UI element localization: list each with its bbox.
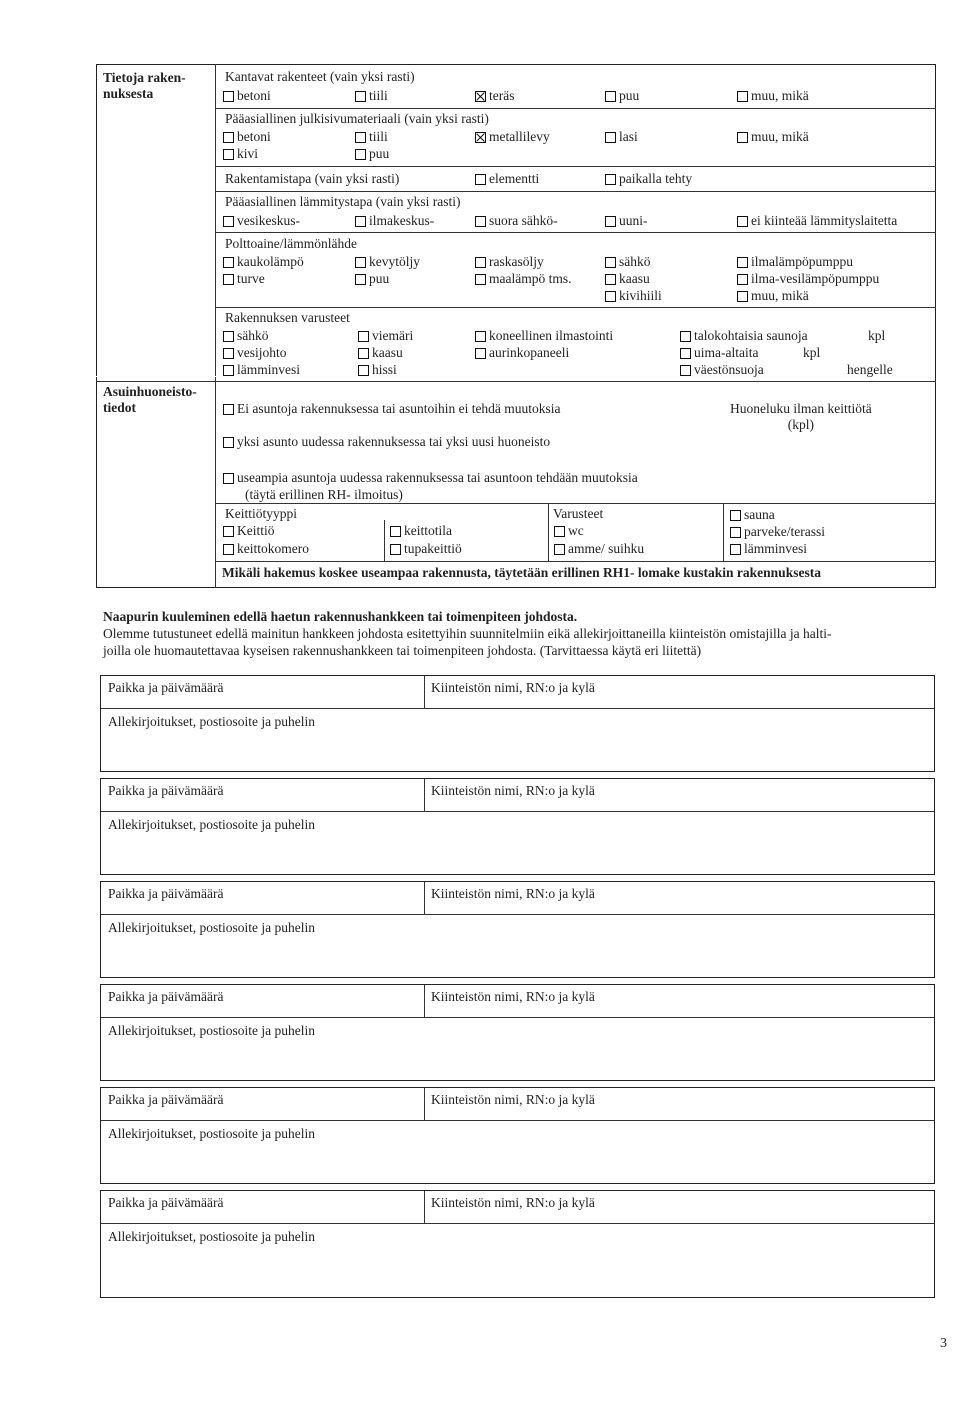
checkbox-icon[interactable] (475, 174, 486, 185)
apt-equip-parveke[interactable]: parveke/terassi (730, 524, 825, 540)
checkbox-icon[interactable] (223, 544, 234, 555)
checkbox-icon[interactable] (737, 91, 748, 102)
checkbox-icon[interactable] (730, 544, 741, 555)
kitchen-opt-keittio[interactable]: Keittiö (223, 523, 275, 539)
checkbox-icon[interactable] (223, 216, 234, 227)
checkbox-icon[interactable] (605, 274, 616, 285)
property-label[interactable]: Kiinteistön nimi, RN:o ja kylä (431, 783, 595, 798)
equip-opt-ilmastointi[interactable]: koneellinen ilmastointi (475, 328, 613, 344)
heating-opt-ilmakeskus[interactable]: ilmakeskus- (355, 213, 434, 229)
divider (216, 561, 936, 562)
property-label[interactable]: Kiinteistön nimi, RN:o ja kylä (431, 886, 595, 901)
checkbox-icon[interactable] (355, 91, 366, 102)
equip-opt-aurinko[interactable]: aurinkopaneeli (475, 345, 569, 361)
checkbox-icon[interactable] (223, 404, 234, 415)
fuel-opt-raskasoljy[interactable]: raskasöljy (475, 254, 544, 270)
property-label[interactable]: Kiinteistön nimi, RN:o ja kylä (431, 989, 595, 1004)
checkbox-icon[interactable] (554, 544, 565, 555)
apt-opt-many-note: (täytä erillinen RH- ilmoitus) (245, 487, 403, 502)
fuel-opt-ilmavesi[interactable]: ilma-vesilämpöpumppu (737, 271, 879, 287)
method-opt-elementti[interactable]: elementti (475, 171, 539, 187)
checkbox-icon[interactable] (223, 132, 234, 143)
checkbox-icon[interactable] (554, 526, 565, 537)
divider (216, 108, 936, 109)
property-label[interactable]: Kiinteistön nimi, RN:o ja kylä (431, 680, 595, 695)
apt-opt-none[interactable]: Ei asuntoja rakennuksessa tai asuntoihin ei tehdä muutoksia (223, 401, 561, 417)
signature-block-5 (100, 1087, 935, 1184)
checked-checkbox-icon[interactable] (475, 132, 486, 143)
checkbox-icon[interactable] (737, 132, 748, 143)
fuel-opt-kaasu[interactable]: kaasu (605, 271, 650, 287)
property-label[interactable]: Kiinteistön nimi, RN:o ja kylä (431, 1092, 595, 1107)
checkbox-icon[interactable] (223, 365, 234, 376)
signatures-label[interactable]: Allekirjoitukset, postiosoite ja puhelin (108, 817, 315, 832)
neighbors-text-1: Olemme tutustuneet edellä mainitun hankkeen johdosta esitettyihin suunnitelmiin eikä allekirjoittaneilla kiinteistön omistajilla ja halti- (103, 626, 832, 641)
checkbox-icon[interactable] (475, 216, 486, 227)
facade-opt-muu[interactable]: muu, mikä (737, 129, 809, 145)
checkbox-icon[interactable] (358, 365, 369, 376)
frame-opt-puu[interactable]: puu (605, 88, 639, 104)
equipment-title: Rakennuksen varusteet (225, 310, 350, 325)
facade-opt-betoni[interactable]: betoni (223, 129, 271, 145)
divider (548, 503, 549, 562)
checkbox-icon[interactable] (730, 527, 741, 538)
facade-opt-tiili[interactable]: tiili (355, 129, 388, 145)
signatures-label[interactable]: Allekirjoitukset, postiosoite ja puhelin (108, 1229, 315, 1244)
checkbox-icon[interactable] (355, 149, 366, 160)
facade-title: Pääasiallinen julkisivumateriaali (vain yksi rasti) (225, 111, 489, 126)
apt-equip-wc[interactable]: wc (554, 523, 584, 539)
heating-opt-uuni[interactable]: uuni- (605, 213, 648, 229)
frame-opt-teras[interactable]: teräs (475, 88, 514, 104)
frame-opt-betoni[interactable]: betoni (223, 88, 271, 104)
checkbox-icon[interactable] (605, 216, 616, 227)
fuel-opt-kivihiili[interactable]: kivihiili (605, 288, 662, 304)
divider (424, 779, 425, 811)
place-date-label[interactable]: Paikka ja päivämäärä (108, 886, 224, 901)
divider (424, 985, 425, 1017)
heating-title: Pääasiallinen lämmitystapa (vain yksi rasti) (225, 194, 461, 209)
divider (216, 232, 936, 233)
frame-title: Kantavat rakenteet (vain yksi rasti) (225, 69, 415, 84)
divider (424, 1088, 425, 1120)
page-number: 3 (940, 1336, 947, 1351)
divider (384, 520, 385, 562)
kitchen-opt-tupakeittio[interactable]: tupakeittiö (390, 541, 462, 557)
place-date-label[interactable]: Paikka ja päivämäärä (108, 783, 224, 798)
equip-opt-lamminvesi[interactable]: lämminvesi (223, 362, 300, 378)
signatures-label[interactable]: Allekirjoitukset, postiosoite ja puhelin (108, 920, 315, 935)
signature-block-4 (100, 984, 935, 1081)
method-opt-paikalla[interactable]: paikalla tehty (605, 171, 692, 187)
kitchen-opt-keittokomero[interactable]: keittokomero (223, 541, 309, 557)
divider (101, 811, 934, 812)
signature-block-3 (100, 881, 935, 978)
fuel-opt-ilmalampo[interactable]: ilmalämpöpumppu (737, 254, 853, 270)
checkbox-icon[interactable] (358, 348, 369, 359)
checkbox-icon[interactable] (605, 257, 616, 268)
equip-opt-hissi[interactable]: hissi (358, 362, 397, 378)
checkbox-icon[interactable] (475, 331, 486, 342)
checkbox-icon[interactable] (223, 257, 234, 268)
rooms-label: Huoneluku ilman keittiötä (kpl) (730, 401, 872, 432)
checkbox-icon[interactable] (475, 274, 486, 285)
equip-opt-viemari[interactable]: viemäri (358, 328, 413, 344)
checkbox-icon[interactable] (737, 257, 748, 268)
frame-opt-tiili[interactable]: tiili (355, 88, 388, 104)
checkbox-icon[interactable] (223, 348, 234, 359)
checkbox-icon[interactable] (475, 257, 486, 268)
apt-equip-amme[interactable]: amme/ suihku (554, 541, 644, 557)
signatures-label[interactable]: Allekirjoitukset, postiosoite ja puhelin (108, 1126, 315, 1141)
divider (424, 1191, 425, 1223)
fuel-opt-kevytoljy[interactable]: kevytöljy (355, 254, 420, 270)
checkbox-icon[interactable] (223, 473, 234, 484)
apt-opt-one[interactable]: yksi asunto uudessa rakennuksessa tai yksi uusi huoneisto (223, 434, 550, 450)
checkbox-icon[interactable] (737, 291, 748, 302)
fuel-opt-muu[interactable]: muu, mikä (737, 288, 809, 304)
checkbox-icon[interactable] (223, 526, 234, 537)
checkbox-icon[interactable] (355, 216, 366, 227)
checkbox-icon[interactable] (390, 544, 401, 555)
apt-opt-many[interactable]: useampia asuntoja uudessa rakennuksessa tai asuntoon tehdään muutoksia (223, 470, 638, 486)
kitchen-title: Keittiötyyppi (225, 506, 297, 521)
divider (96, 381, 936, 382)
checkbox-icon[interactable] (223, 274, 234, 285)
checkbox-icon[interactable] (605, 291, 616, 302)
checkbox-icon[interactable] (223, 331, 234, 342)
checkbox-icon[interactable] (737, 274, 748, 285)
equip-unit-kpl-2: kpl (803, 345, 821, 360)
fuel-opt-maalampo[interactable]: maalämpö tms. (475, 271, 571, 287)
checkbox-icon[interactable] (223, 437, 234, 448)
neighbors-text-2: joilla ole huomautettavaa kyseisen rakennushankkeen tai toimenpiteen johdosta. (Tarvittaessa käytä eri liitettä) (103, 643, 702, 658)
checkbox-icon[interactable] (730, 510, 741, 521)
facade-opt-lasi[interactable]: lasi (605, 129, 638, 145)
divider (101, 1017, 934, 1018)
divider (723, 503, 724, 562)
checkbox-icon[interactable] (680, 331, 691, 342)
neighbors-heading: Naapurin kuuleminen edellä haetun rakennushankkeen tai toimenpiteen johdosta. (103, 609, 578, 624)
divider (101, 708, 934, 709)
fuel-opt-puu[interactable]: puu (355, 271, 389, 287)
facade-opt-kivi[interactable]: kivi (223, 146, 258, 162)
checkbox-icon[interactable] (605, 132, 616, 143)
fuel-opt-sahko[interactable]: sähkö (605, 254, 651, 270)
divider (101, 1223, 934, 1224)
fuel-title: Polttoaine/lämmönlähde (225, 236, 357, 251)
equip-title: Varusteet (553, 506, 604, 521)
kitchen-opt-keittotila[interactable]: keittotila (390, 523, 452, 539)
heating-opt-suora[interactable]: suora sähkö- (475, 213, 558, 229)
method-title: Rakentamistapa (vain yksi rasti) (225, 171, 400, 186)
apt-equip-lamminvesi[interactable]: lämminvesi (730, 541, 807, 557)
checkbox-icon[interactable] (223, 149, 234, 160)
signatures-label[interactable]: Allekirjoitukset, postiosoite ja puhelin (108, 714, 315, 729)
checkbox-icon[interactable] (390, 526, 401, 537)
place-date-label[interactable]: Paikka ja päivämäärä (108, 680, 224, 695)
facade-opt-metallilevy[interactable]: metallilevy (475, 129, 550, 145)
heating-opt-vesikeskus[interactable]: vesikeskus- (223, 213, 300, 229)
equip-opt-kaasu[interactable]: kaasu (358, 345, 403, 361)
equip-opt-vesijohto[interactable]: vesijohto (223, 345, 287, 361)
frame-opt-muu[interactable]: muu, mikä (737, 88, 809, 104)
divider (216, 503, 936, 504)
footer-note: Mikäli hakemus koskee useampaa rakennusta, täytetään erillinen RH1- lomake kustakin rakennuksesta (222, 565, 821, 580)
equip-opt-sahko[interactable]: sähkö (223, 328, 269, 344)
property-label[interactable]: Kiinteistön nimi, RN:o ja kylä (431, 1195, 595, 1210)
checkbox-icon[interactable] (680, 348, 691, 359)
fuel-opt-turve[interactable]: turve (223, 271, 265, 287)
checkbox-icon[interactable] (355, 274, 366, 285)
heating-opt-ei[interactable]: ei kiinteää lämmityslaitetta (737, 213, 897, 229)
checkbox-icon[interactable] (475, 348, 486, 359)
divider (216, 307, 936, 308)
signature-block-1 (100, 675, 935, 772)
signature-block-6 (100, 1190, 935, 1298)
divider (424, 882, 425, 914)
equip-unit-kpl: kpl (868, 328, 886, 343)
checkbox-icon[interactable] (737, 216, 748, 227)
place-date-label[interactable]: Paikka ja päivämäärä (108, 1195, 224, 1210)
section-title-building: Tietoja raken- nuksesta (103, 70, 186, 101)
section-divider (96, 376, 216, 377)
equip-opt-uima[interactable]: uima-altaita (680, 345, 758, 361)
signature-block-2 (100, 778, 935, 875)
place-date-label[interactable]: Paikka ja päivämäärä (108, 989, 224, 1004)
facade-opt-puu[interactable]: puu (355, 146, 389, 162)
checkbox-icon[interactable] (355, 132, 366, 143)
section-title-apartment: Asuinhuoneisto- tiedot (103, 384, 197, 415)
divider (216, 166, 936, 167)
divider (216, 191, 936, 192)
checkbox-icon[interactable] (605, 91, 616, 102)
divider (424, 676, 425, 708)
divider (101, 1120, 934, 1121)
signatures-label[interactable]: Allekirjoitukset, postiosoite ja puhelin (108, 1023, 315, 1038)
checkbox-icon[interactable] (680, 365, 691, 376)
place-date-label[interactable]: Paikka ja päivämäärä (108, 1092, 224, 1107)
left-col-divider (215, 64, 216, 588)
checkbox-icon[interactable] (223, 91, 234, 102)
equip-opt-vaestonsuoja[interactable]: väestönsuoja (680, 362, 764, 378)
divider (101, 914, 934, 915)
equip-unit-hengelle: hengelle (847, 362, 893, 377)
checkbox-icon[interactable] (605, 174, 616, 185)
equip-opt-saunoja[interactable]: talokohtaisia saunoja (680, 328, 808, 344)
checkbox-icon[interactable] (355, 257, 366, 268)
checkbox-icon[interactable] (358, 331, 369, 342)
fuel-opt-kaukolampo[interactable]: kaukolämpö (223, 254, 304, 270)
apt-equip-sauna[interactable]: sauna (730, 507, 775, 523)
checked-checkbox-icon[interactable] (475, 91, 486, 102)
